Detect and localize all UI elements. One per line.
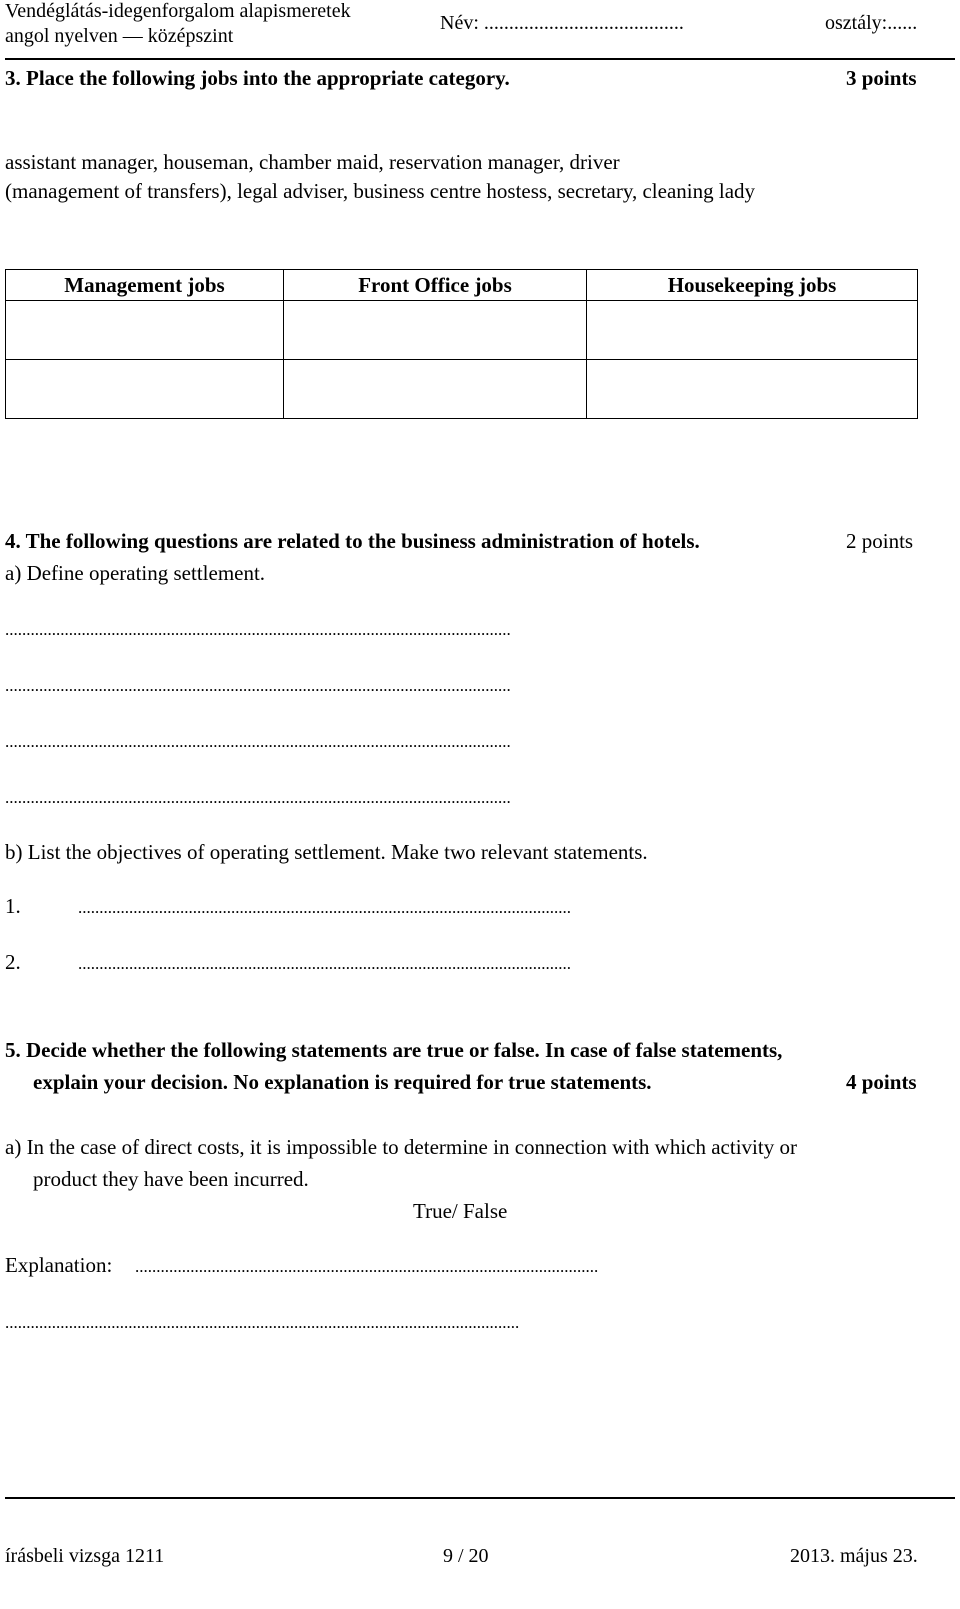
task3-jobs-line1: assistant manager, houseman, chamber maid, reservation manager, driver [5,150,620,174]
answer-cell[interactable] [6,360,284,419]
exam-subject-line1: Vendéglátás-idegenforgalom alapismeretek [5,0,351,22]
answer-line[interactable]: ............................................................................................................. [135,1257,599,1276]
column-management-jobs: Management jobs [6,270,284,301]
footer-exam-code: írásbeli vizsga 1211 [5,1545,165,1567]
table-row [6,301,918,360]
answer-line[interactable]: ....................................................................................................................... [5,620,511,639]
footer-rule [5,1497,955,1499]
statement-a-line1: a) In the case of direct costs, it is impossible to determine in connection with which activity or [5,1135,797,1159]
answer-cell[interactable] [284,301,587,360]
footer-page-number: 9 / 20 [443,1545,489,1567]
item2-label: 2. [5,950,21,974]
class-field: osztály:...... [825,12,918,34]
answer-cell[interactable] [587,301,918,360]
task4-part-b: b) List the objectives of operating settlement. Make two relevant statements. [5,840,648,864]
answer-line[interactable]: ....................................................................................................................... [5,732,511,751]
header-rule [5,58,955,60]
table-row [6,360,918,419]
task3-jobs-line2: (management of transfers), legal adviser, business centre hostess, secretary, cleaning lady [5,179,756,203]
answer-line[interactable]: .................................................................................................................... [78,954,571,973]
table-header-row [6,270,918,301]
answer-line[interactable]: .................................................................................................................... [78,898,571,917]
item1-label: 1. [5,894,21,918]
true-false-choice[interactable]: True/ False [413,1199,508,1223]
task3-points: 3 points [846,66,917,90]
task3-title: 3. Place the following jobs into the appropriate category. [5,66,510,90]
task5-points: 4 points [846,1070,917,1094]
exam-subject-line2: angol nyelven — középszint [5,25,234,47]
task5-title-line1: 5. Decide whether the following statements are true or false. In case of false statements, [5,1038,783,1062]
answer-cell[interactable] [6,301,284,360]
footer-date: 2013. május 23. [790,1545,918,1567]
statement-a-line2: product they have been incurred. [33,1167,309,1191]
explanation-label: Explanation: [5,1253,113,1277]
column-front-office-jobs: Front Office jobs [284,270,587,301]
answer-line[interactable]: ......................................................................................................................... [5,1313,520,1332]
task4-points: 2 points [846,529,914,553]
task4-part-a: a) Define operating settlement. [5,561,266,585]
answer-line[interactable]: ....................................................................................................................... [5,676,511,695]
answer-cell[interactable] [284,360,587,419]
task4-title: 4. The following questions are related to the business administration of hotels. [5,529,700,553]
column-housekeeping-jobs: Housekeeping jobs [587,270,918,301]
answer-line[interactable]: ....................................................................................................................... [5,788,511,807]
answer-cell[interactable] [587,360,918,419]
name-field: Név: ........................................ [440,12,684,34]
task5-title-line2: explain your decision. No explanation is required for true statements. [33,1070,652,1094]
job-category-table [5,269,918,419]
